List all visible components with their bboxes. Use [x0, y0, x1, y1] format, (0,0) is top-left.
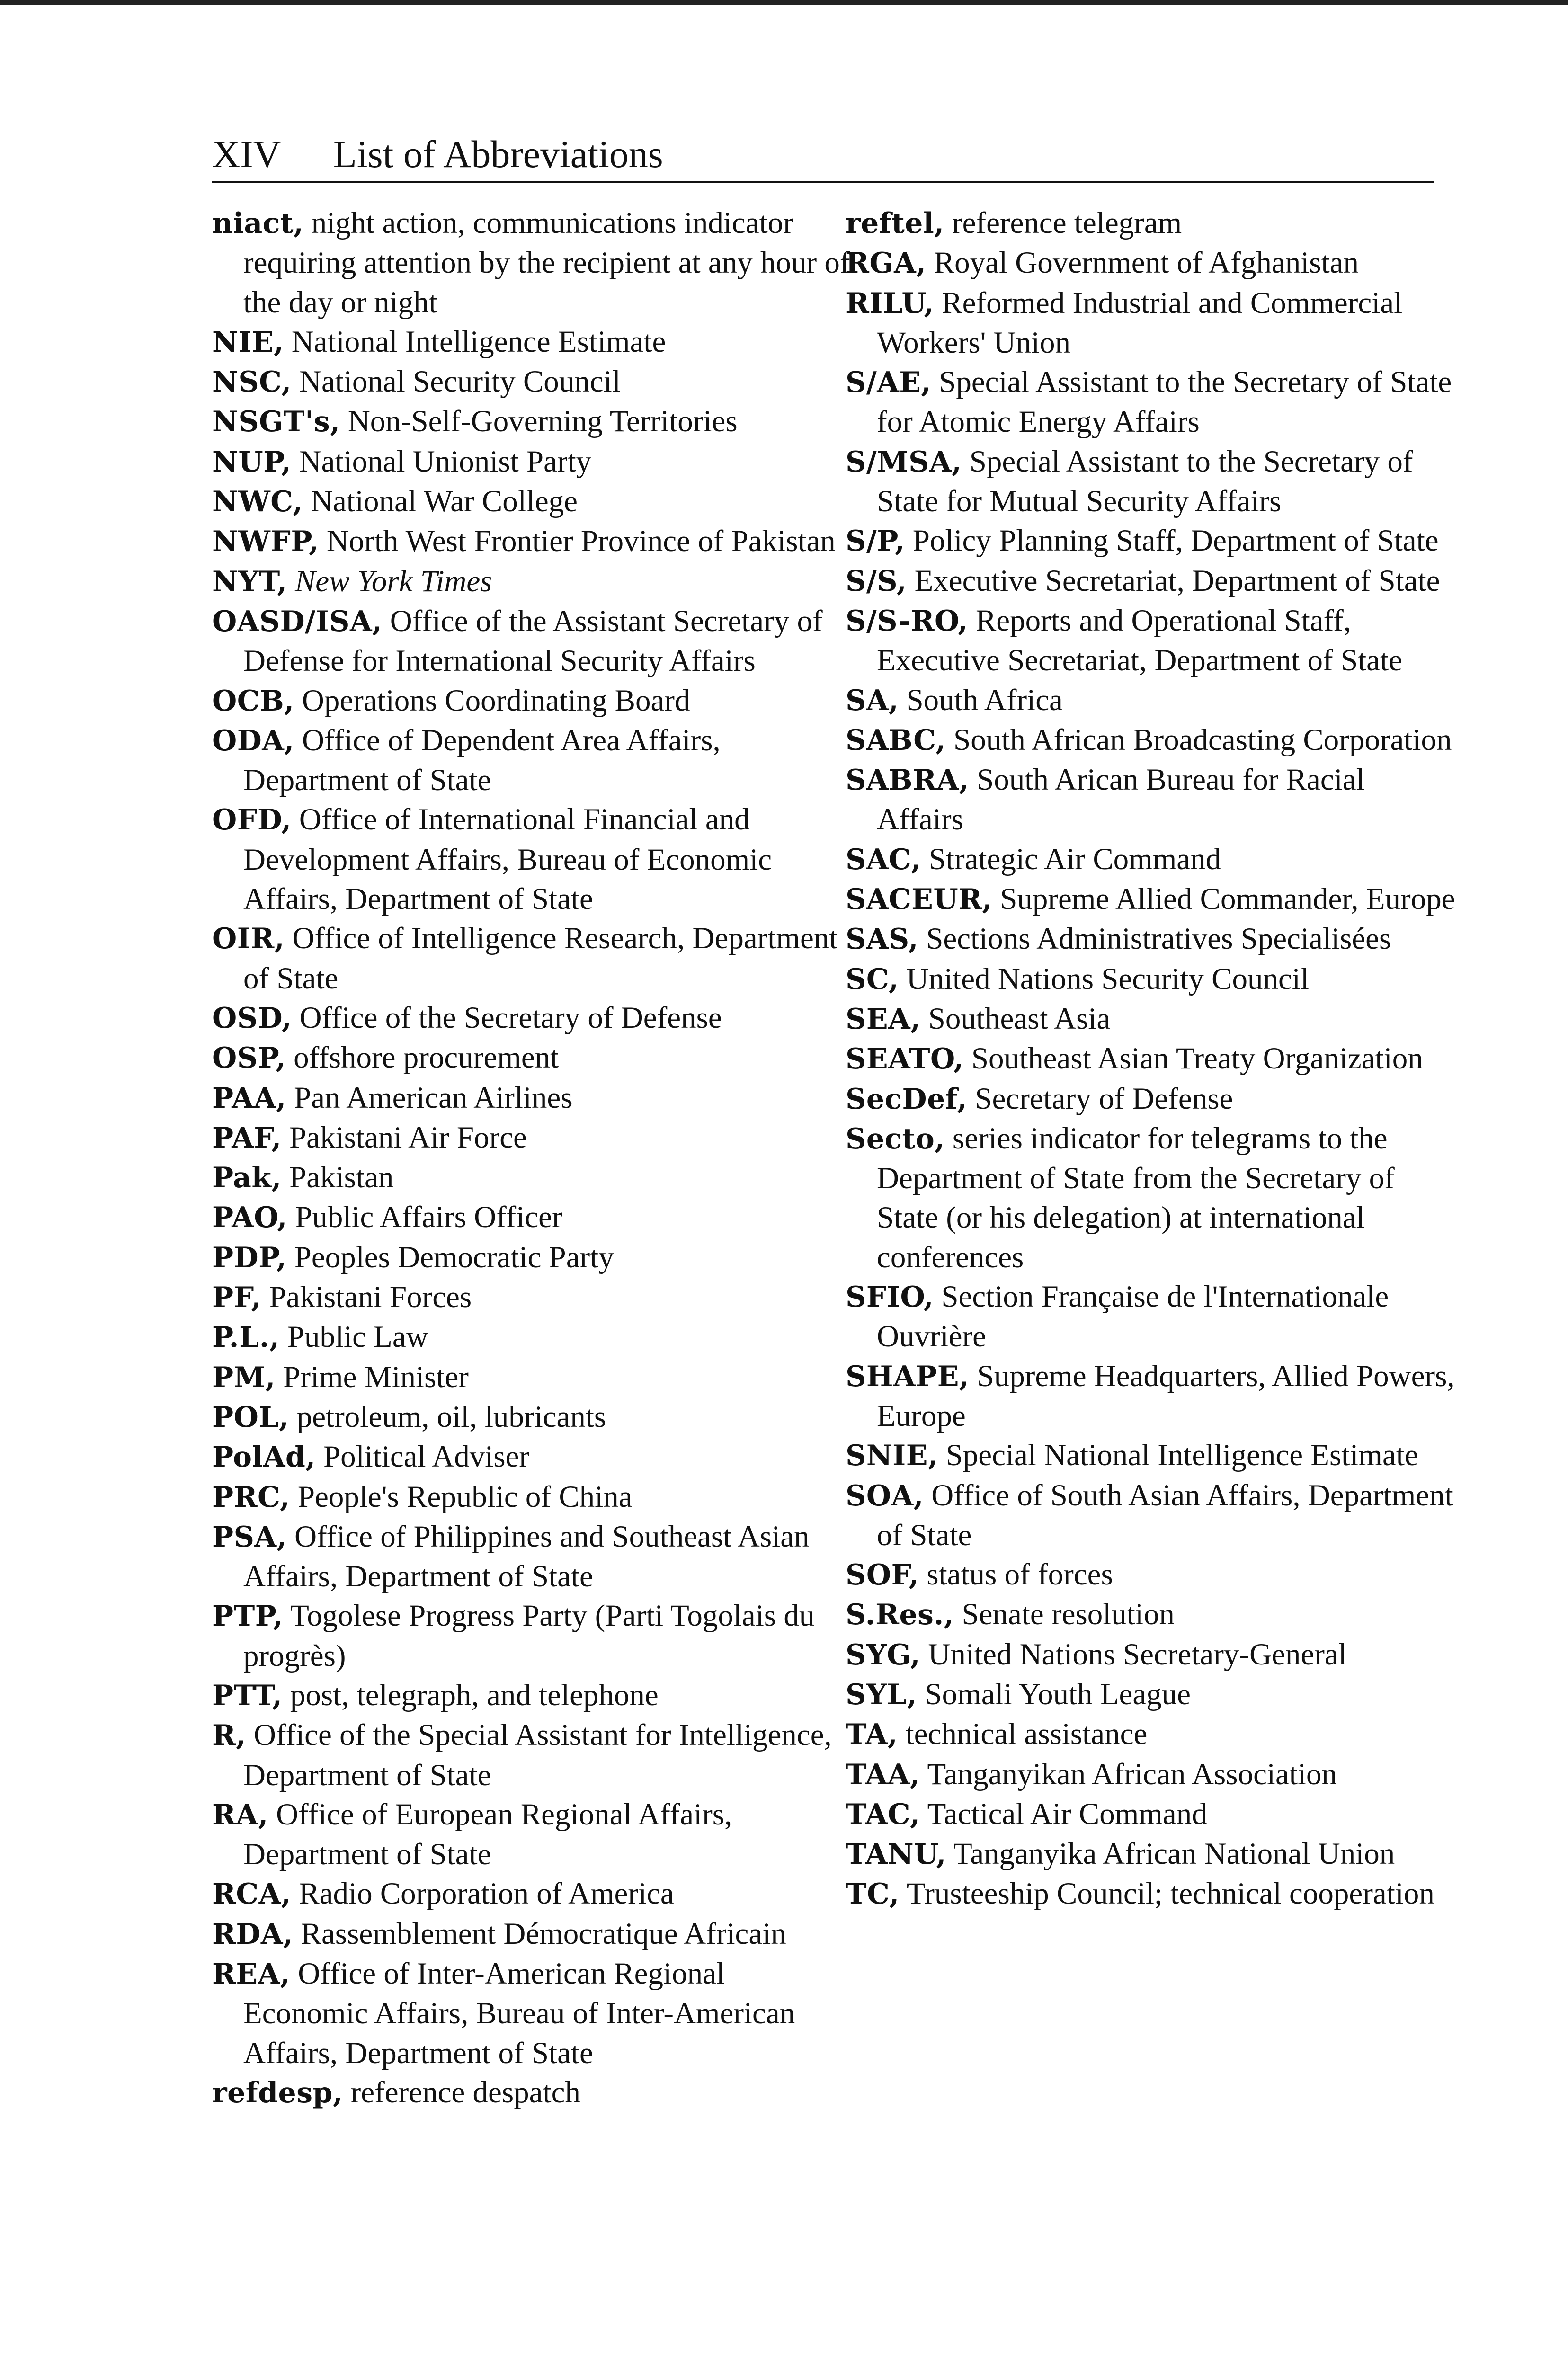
abbreviation-term: NWFP,: [212, 525, 319, 559]
abbreviation-definition: People's Republic of China: [297, 1479, 633, 1514]
top-border-rule: [0, 0, 1568, 5]
abbreviation-entry: [846, 681, 1456, 721]
abbreviation-term: POL,: [212, 1400, 289, 1434]
abbreviation-definition: Public Law: [287, 1320, 428, 1354]
abbreviation-definition: Somali Youth League: [925, 1677, 1191, 1711]
abbreviation-term: PAF,: [212, 1121, 282, 1155]
page-title: List of Abbreviations: [333, 133, 663, 176]
abbreviation-definition: United Nations Security Council: [906, 961, 1309, 996]
abbreviation-term: NYT,: [212, 565, 287, 598]
abbreviation-entry: [846, 1795, 1456, 1834]
abbreviation-term: Secto,: [846, 1122, 945, 1156]
abbreviation-term: NIE,: [212, 325, 284, 359]
abbreviation-entry: [212, 562, 851, 602]
abbreviation-entry: [212, 1317, 851, 1357]
abbreviation-term: SHAPE,: [846, 1360, 970, 1393]
abbreviation-entry: [846, 919, 1456, 959]
abbreviation-definition: Prime Minister: [283, 1360, 469, 1394]
right-column: [846, 204, 1456, 1914]
abbreviation-entry: [846, 1755, 1456, 1795]
abbreviation-definition: South African Broadcasting Corporation: [953, 722, 1452, 757]
abbreviation-definition: Pakistan: [289, 1160, 394, 1195]
abbreviation-definition: Tactical Air Command: [927, 1797, 1207, 1831]
abbreviation-term: S/P,: [846, 525, 905, 558]
abbreviation-term: S/S-RO,: [846, 604, 968, 638]
abbreviation-term: S/MSA,: [846, 445, 962, 479]
abbreviation-term: niact,: [212, 207, 304, 240]
abbreviation-entry: [212, 1874, 851, 1914]
abbreviation-definition: post, telegraph, and telephone: [290, 1678, 659, 1712]
abbreviation-term: TAC,: [846, 1797, 920, 1831]
abbreviation-term: PAA,: [212, 1081, 286, 1115]
abbreviation-definition: Reports and Operational Staff, Executive Secretariat, Department of State: [877, 603, 1402, 678]
abbreviation-term: ODA,: [212, 724, 294, 757]
abbreviation-definition: Sections Administratives Specialisées: [926, 922, 1391, 956]
abbreviation-definition: reference telegram: [952, 206, 1182, 240]
abbreviation-term: OSD,: [212, 1001, 292, 1035]
abbreviation-definition: Office of International Financial and Development Affairs, Bureau of Economic Affairs, Department of State: [243, 802, 772, 917]
abbreviation-definition: Policy Planning Staff, Department of State: [912, 524, 1439, 558]
abbreviation-entry: [846, 999, 1456, 1039]
abbreviation-entry: [212, 1238, 851, 1278]
abbreviation-entry: [846, 960, 1456, 999]
abbreviation-entry: [212, 1198, 851, 1237]
abbreviation-term: SEATO,: [846, 1042, 964, 1076]
abbreviation-term: PDP,: [212, 1241, 287, 1274]
abbreviation-term: RDA,: [212, 1917, 294, 1951]
abbreviation-definition: National Intelligence Estimate: [291, 324, 666, 359]
abbreviation-term: NSC,: [212, 365, 292, 399]
abbreviation-term: Pak,: [212, 1161, 282, 1195]
abbreviation-entry: [846, 1874, 1456, 1914]
abbreviation-entry: [212, 681, 851, 721]
abbreviation-definition: Special Assistant to the Secretary of State for Atomic Energy Affairs: [877, 365, 1452, 439]
abbreviation-term: RA,: [212, 1798, 268, 1832]
abbreviation-entry: [212, 482, 851, 522]
left-column: [212, 204, 851, 2113]
abbreviation-term: PAO,: [212, 1201, 287, 1235]
abbreviation-definition: Trusteeship Council; technical cooperation: [906, 1877, 1434, 1911]
abbreviation-term: OCB,: [212, 684, 294, 718]
abbreviation-entry: [846, 1715, 1456, 1754]
abbreviation-term: SAC,: [846, 843, 921, 876]
abbreviation-definition: Senate resolution: [962, 1597, 1175, 1632]
abbreviation-definition: Pan American Airlines: [294, 1080, 573, 1115]
abbreviation-entry: [846, 601, 1456, 681]
abbreviation-entry: [846, 1675, 1456, 1715]
abbreviation-entry: [212, 1078, 851, 1118]
abbreviation-entry: [212, 1278, 851, 1317]
abbreviation-definition: Office of Philippines and Southeast Asian Affairs, Department of State: [243, 1519, 810, 1594]
abbreviation-term: SACEUR,: [846, 883, 992, 917]
abbreviation-definition: Non-Self-Governing Territories: [347, 404, 738, 439]
abbreviation-definition: Section Française de l'Internationale Ouvrière: [877, 1280, 1389, 1354]
abbreviation-definition: Office of South Asian Affairs, Department of State: [877, 1478, 1453, 1552]
abbreviation-definition: reference despatch: [350, 2075, 580, 2109]
abbreviation-term: PF,: [212, 1281, 262, 1315]
abbreviation-entry: [212, 402, 851, 442]
abbreviation-entry: [212, 1596, 851, 1676]
abbreviation-definition: Office of the Secretary of Defense: [299, 1000, 722, 1035]
abbreviation-entry: [846, 1595, 1456, 1635]
abbreviation-definition: Special National Intelligence Estimate: [945, 1438, 1418, 1473]
abbreviation-definition: South Arican Bureau for Racial Affairs: [877, 763, 1365, 837]
abbreviation-definition: night action, communications indicator requiring attention by the recipient at any hour of the day or night: [243, 206, 850, 320]
abbreviation-term: OFD,: [212, 803, 292, 837]
abbreviation-term: SecDef,: [846, 1082, 968, 1116]
abbreviation-term: PTP,: [212, 1600, 284, 1633]
abbreviation-term: SEA,: [846, 1002, 921, 1036]
abbreviation-entry: [846, 521, 1456, 561]
abbreviation-entry: [212, 1954, 851, 2073]
abbreviation-term: SOA,: [846, 1479, 924, 1513]
abbreviation-entry: [846, 243, 1456, 283]
abbreviation-definition: North West Frontier Province of Pakistan: [326, 524, 836, 559]
abbreviation-term: TANU,: [846, 1838, 946, 1871]
abbreviation-term: S/S,: [846, 564, 907, 598]
abbreviation-entry: [846, 721, 1456, 760]
abbreviation-entry: [846, 840, 1456, 880]
abbreviation-entry: [212, 721, 851, 801]
abbreviation-term: REA,: [212, 1958, 291, 1991]
abbreviation-entry: [846, 1039, 1456, 1079]
abbreviation-entry: [212, 1437, 851, 1477]
abbreviation-entry: [846, 1079, 1456, 1119]
abbreviation-entry: [212, 362, 851, 402]
abbreviation-entry: [846, 442, 1456, 522]
abbreviation-definition: series indicator for telegrams to the Department of State from the Secretary of State (or his delegation) at international conferences: [877, 1121, 1395, 1274]
abbreviation-definition: Special Assistant to the Secretary of State for Mutual Security Affairs: [877, 444, 1413, 519]
abbreviation-term: PSA,: [212, 1520, 287, 1554]
abbreviation-entry: [212, 1358, 851, 1397]
page-number: XIV: [212, 133, 281, 176]
abbreviation-definition: Tanganyikan African Association: [927, 1757, 1337, 1791]
abbreviation-entry: [846, 1119, 1456, 1277]
abbreviation-term: NWC,: [212, 485, 303, 519]
abbreviation-entry: [212, 204, 851, 322]
abbreviation-entry: [846, 363, 1456, 442]
abbreviation-definition: United Nations Secretary-General: [928, 1637, 1347, 1672]
abbreviation-definition: Togolese Progress Party (Parti Togolais du progrès): [243, 1599, 815, 1673]
abbreviation-entry: [212, 1914, 851, 1954]
abbreviation-entry: [212, 322, 851, 362]
abbreviation-definition: Radio Corporation of America: [299, 1877, 674, 1911]
abbreviation-definition: Executive Secretariat, Department of State: [914, 563, 1440, 598]
abbreviation-term: TA,: [846, 1718, 898, 1752]
abbreviation-definition: Peoples Democratic Party: [294, 1240, 614, 1274]
abbreviation-entry: [846, 561, 1456, 601]
abbreviation-term: PolAd,: [212, 1441, 316, 1474]
abbreviation-definition: Office of European Regional Affairs, Department of State: [243, 1797, 732, 1872]
abbreviation-entry: [212, 919, 851, 998]
abbreviation-entry: [212, 1795, 851, 1875]
abbreviation-definition: Office of Dependent Area Affairs, Department of State: [243, 723, 721, 798]
abbreviation-entry: [212, 800, 851, 919]
abbreviation-term: SA,: [846, 684, 899, 717]
abbreviation-entry: [846, 284, 1456, 363]
abbreviation-term: TC,: [846, 1878, 900, 1911]
abbreviation-term: OASD/ISA,: [212, 605, 383, 638]
abbreviation-term: OSP,: [212, 1041, 286, 1075]
abbreviation-term: TAA,: [846, 1758, 920, 1791]
abbreviation-definition: Southeast Asian Treaty Organization: [971, 1041, 1423, 1076]
abbreviation-entry: [846, 204, 1456, 243]
abbreviation-entry: [212, 1397, 851, 1437]
abbreviation-definition: Office of Intelligence Research, Department of State: [243, 921, 838, 996]
abbreviation-definition: Supreme Allied Commander, Europe: [1000, 882, 1455, 917]
abbreviation-term: SABRA,: [846, 764, 969, 797]
abbreviation-entry: [846, 1357, 1456, 1436]
abbreviation-term: SOF,: [846, 1558, 919, 1592]
abbreviation-definition: offshore procurement: [294, 1041, 559, 1075]
abbreviation-entry: [846, 1436, 1456, 1476]
abbreviation-definition: Pakistani Forces: [269, 1280, 472, 1315]
abbreviation-definition: Operations Coordinating Board: [302, 683, 690, 718]
abbreviation-entry: [212, 1676, 851, 1716]
abbreviation-term: RCA,: [212, 1878, 292, 1911]
abbreviation-term: SC,: [846, 962, 899, 996]
abbreviation-entry: [212, 522, 851, 561]
abbreviation-term: SABC,: [846, 723, 946, 757]
abbreviation-definition: Public Affairs Officer: [295, 1200, 562, 1235]
abbreviation-term: RILU,: [846, 286, 935, 320]
abbreviation-entry: [212, 1158, 851, 1198]
abbreviation-term: SAS,: [846, 923, 918, 956]
abbreviation-entry: [212, 1038, 851, 1078]
abbreviation-term: SNIE,: [846, 1439, 938, 1473]
abbreviation-entry: [846, 1834, 1456, 1874]
abbreviation-entry: [212, 2073, 851, 2113]
abbreviation-definition: Secretary of Defense: [975, 1081, 1233, 1116]
abbreviation-entry: [212, 998, 851, 1038]
abbreviation-term: SFIO,: [846, 1281, 934, 1314]
abbreviation-entry: [212, 442, 851, 482]
abbreviation-term: R,: [212, 1719, 246, 1753]
abbreviation-term: S.Res.,: [846, 1598, 954, 1632]
abbreviation-term: refdesp,: [212, 2076, 343, 2109]
abbreviation-term: P.L.,: [212, 1321, 280, 1354]
abbreviation-definition: National Unionist Party: [299, 444, 592, 479]
abbreviation-entry: [846, 1635, 1456, 1675]
abbreviation-entry: [212, 1477, 851, 1517]
abbreviation-definition: Supreme Headquarters, Allied Powers, Europe: [877, 1359, 1455, 1433]
abbreviation-term: SYG,: [846, 1638, 921, 1672]
abbreviation-entry: [846, 1555, 1456, 1595]
abbreviation-term: NUP,: [212, 445, 292, 479]
abbreviation-definition: Reformed Industrial and Commercial Workers' Union: [877, 285, 1403, 360]
abbreviation-term: SYL,: [846, 1678, 918, 1711]
abbreviation-entry: [846, 1277, 1456, 1357]
abbreviation-definition: Southeast Asia: [928, 1001, 1111, 1036]
abbreviation-term: PTT,: [212, 1679, 283, 1712]
abbreviation-entry: [846, 760, 1456, 840]
abbreviation-definition: Royal Government of Afghanistan: [934, 246, 1359, 280]
abbreviation-definition: status of forces: [927, 1557, 1113, 1592]
abbreviation-term: PM,: [212, 1361, 276, 1394]
abbreviation-definition: Office of the Assistant Secretary of Defense for International Security Affairs: [243, 604, 823, 678]
abbreviation-term: NSGT's,: [212, 405, 340, 439]
abbreviation-definition: National Security Council: [299, 365, 621, 399]
abbreviation-term: RGA,: [846, 247, 927, 280]
abbreviation-definition: Office of Inter-American Regional Economic Affairs, Bureau of Inter-American Affairs, Department of State: [243, 1957, 795, 2070]
abbreviation-term: reftel,: [846, 207, 944, 240]
abbreviation-definition: petroleum, oil, lubricants: [296, 1399, 606, 1434]
abbreviation-definition: Rassemblement Démocratique Africain: [301, 1916, 786, 1951]
page-header: [212, 128, 1434, 183]
abbreviation-definition: Strategic Air Command: [928, 842, 1221, 876]
abbreviation-term: OIR,: [212, 922, 285, 956]
abbreviation-term: S/AE,: [846, 366, 931, 400]
abbreviation-definition: Office of the Special Assistant for Intelligence, Department of State: [243, 1718, 832, 1792]
abbreviation-entry: [212, 1716, 851, 1795]
abbreviation-definition: National War College: [311, 484, 578, 519]
abbreviation-entry: [212, 1517, 851, 1597]
abbreviation-entry: [212, 1118, 851, 1158]
abbreviation-definition: technical assistance: [905, 1717, 1148, 1752]
abbreviation-definition: South Africa: [906, 683, 1063, 717]
abbreviation-entry: [846, 1476, 1456, 1556]
abbreviation-entry: [846, 880, 1456, 919]
abbreviation-definition: New York Times: [294, 564, 492, 598]
abbreviation-term: PRC,: [212, 1480, 290, 1514]
abbreviation-definition: Pakistani Air Force: [289, 1120, 527, 1155]
abbreviation-definition: Political Adviser: [323, 1440, 530, 1474]
abbreviation-entry: [212, 602, 851, 681]
abbreviation-definition: Tanganyika African National Union: [953, 1837, 1395, 1871]
